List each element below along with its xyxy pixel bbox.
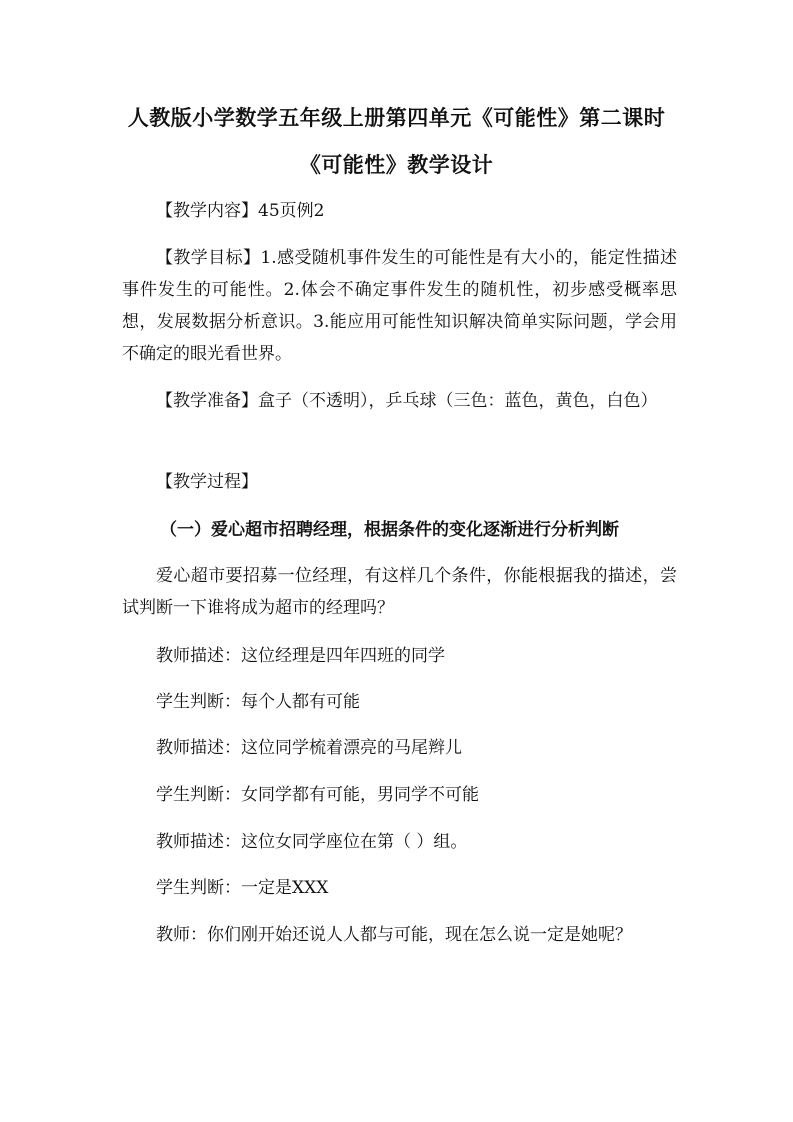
dialogue-line: 学生判断：女同学都有可能，男同学不可能 <box>156 785 479 805</box>
document-title-line1: 人教版小学数学五年级上册第四单元《可能性》第二课时 <box>127 105 666 130</box>
dialogue-line: 学生判断：每个人都有可能 <box>156 692 360 712</box>
teaching-prep: 【教学准备】盒子（不透明），乒乓球（三色：蓝色，黄色，白色） <box>156 391 658 411</box>
dialogue-line: 教师描述：这位同学梳着漂亮的马尾辫儿 <box>156 738 462 758</box>
dialogue-line: 教师描述：这位女同学座位在第（ ）组。 <box>156 832 468 852</box>
section1-intro: 爱心超市要招募一位经理，有这样几个条件，你能根据我的描述，尝试判断一下谁将成为超市的经理吗？ <box>122 566 677 618</box>
teaching-content: 【教学内容】45页例2 <box>156 201 325 221</box>
dialogue-line: 教师：你们刚开始还说人人都与可能，现在怎么说一定是她呢？ <box>156 925 632 945</box>
teaching-process-label: 【教学过程】 <box>156 472 258 492</box>
teaching-goals: 【教学目标】1.感受随机事件发生的可能性是有大小的，能定性描述事件发生的可能性。2.体会不确定事件发生的随机性，初步感受概率思想，发展数据分析意识。3.能应用可能性知识解决简单实际问题，学会用不确定的眼光看世界。 <box>122 248 677 364</box>
dialogue-line: 学生判断：一定是XXX <box>156 878 329 898</box>
section1-heading: （一）爱心超市招聘经理，根据条件的变化逐渐进行分析判断 <box>160 520 619 540</box>
dialogue-line: 教师描述：这位经理是四年四班的同学 <box>156 646 445 666</box>
document-title-line2: 《可能性》教学设计 <box>299 152 494 177</box>
